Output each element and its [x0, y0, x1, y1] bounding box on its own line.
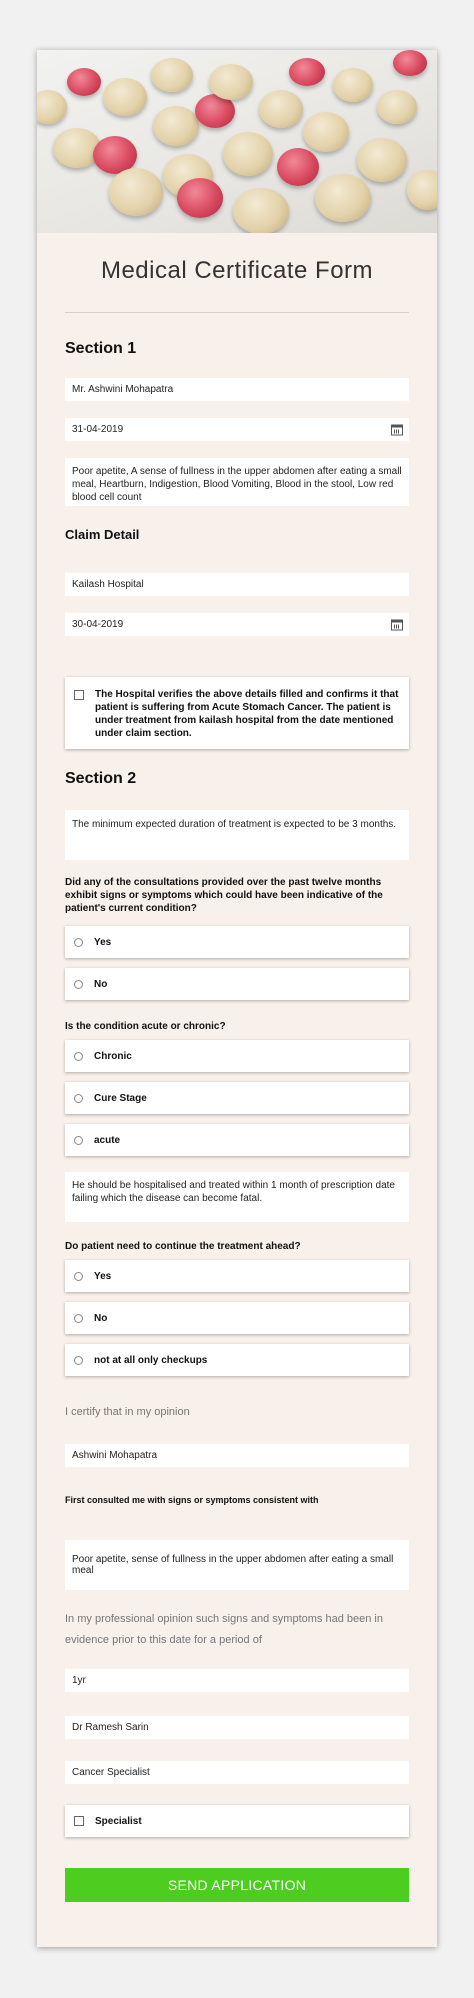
option-label: No: [94, 1312, 108, 1324]
radio-button[interactable]: [74, 1094, 83, 1103]
opinion-label: In my professional opinion such signs and symptoms had been in evidence prior to this date for a period of: [65, 1613, 383, 1646]
pill-decoration: [209, 64, 253, 100]
pill-decoration: [333, 68, 373, 102]
pill-decoration: [303, 112, 349, 152]
condition-option-cure-stage[interactable]: [65, 1082, 409, 1114]
consultation-option-yes[interactable]: [65, 926, 409, 958]
send-application-button[interactable]: SEND APPLICATION: [65, 1868, 409, 1902]
hero-image-pills: [37, 50, 437, 233]
pill-decoration: [289, 58, 325, 86]
option-label: not at all only checkups: [94, 1354, 208, 1366]
checkbox-box[interactable]: [74, 690, 84, 700]
radio-button[interactable]: [74, 938, 83, 947]
pill-decoration: [393, 50, 427, 76]
option-label: Yes: [94, 936, 112, 948]
pill-decoration: [37, 90, 67, 124]
date-value: 31-04-2019: [72, 424, 124, 435]
pill-decoration: [315, 174, 371, 222]
doctor-name-field[interactable]: Dr Ramesh Sarin: [65, 1716, 409, 1739]
condition-option-acute[interactable]: [65, 1124, 409, 1156]
radio-button[interactable]: [74, 1136, 83, 1145]
calendar-icon[interactable]: [391, 424, 403, 435]
pill-decoration: [357, 138, 407, 182]
consulted-symptoms-textarea[interactable]: Poor apetite, sense of fullness in the upper abdomen after eating a small meal: [65, 1540, 409, 1590]
checkbox-box[interactable]: [74, 1816, 84, 1826]
radio-button[interactable]: [74, 1052, 83, 1061]
condition-option-chronic[interactable]: [65, 1040, 409, 1072]
form-card: [37, 50, 437, 1947]
pill-decoration: [109, 168, 163, 216]
hospitalisation-textarea[interactable]: He should be hospitalised and treated within 1 month of prescription date failing which the disease can become fatal.: [65, 1172, 409, 1222]
symptoms-textarea[interactable]: Poor apetite, A sense of fullness in the upper abdomen after eating a small meal, Heartburn, Indigestion, Blood Vomiting, Blood in the stool, Low red blood cell count: [65, 458, 409, 506]
claim-detail-heading: Claim Detail: [65, 527, 140, 542]
checkbox-label: Specialist: [95, 1815, 142, 1827]
page-title: Medical Certificate Form: [100, 257, 374, 284]
option-label: Chronic: [94, 1050, 132, 1062]
doctor-title-field[interactable]: Cancer Specialist: [65, 1761, 409, 1784]
radio-button[interactable]: [74, 980, 83, 989]
continue-option-yes[interactable]: [65, 1260, 409, 1292]
period-field[interactable]: 1yr: [65, 1669, 409, 1692]
declaration-label: The Hospital verifies the above details filled and confirms it that patient is suffering from Acute Stomach Cancer. The patient is under treatment from kailash hospital from the date mentioned under claim section.: [95, 689, 399, 739]
pill-decoration: [153, 106, 199, 146]
option-label: No: [94, 978, 108, 990]
pill-decoration: [233, 188, 289, 233]
date-field[interactable]: [65, 418, 409, 441]
calendar-icon[interactable]: [391, 619, 403, 630]
patient-name-field[interactable]: Mr. Ashwini Mohapatra: [65, 378, 409, 401]
continue-option-no[interactable]: [65, 1302, 409, 1334]
certify-label: I certify that in my opinion: [65, 1406, 190, 1418]
pill-decoration: [177, 178, 223, 218]
pill-decoration: [103, 78, 147, 116]
certify-name-field[interactable]: Ashwini Mohapatra: [65, 1444, 409, 1467]
continue-treatment-question: Do patient need to continue the treatment ahead?: [65, 1241, 301, 1252]
radio-button[interactable]: [74, 1314, 83, 1323]
pill-decoration: [277, 148, 319, 186]
section-1-heading: Section 1: [65, 340, 137, 357]
consultation-option-no[interactable]: [65, 968, 409, 1000]
date-value: 30-04-2019: [72, 619, 124, 630]
pill-decoration: [377, 90, 417, 124]
pill-decoration: [259, 90, 303, 128]
continue-option-checkups[interactable]: [65, 1344, 409, 1376]
pill-decoration: [67, 68, 101, 96]
pill-decoration: [223, 132, 273, 176]
hospital-name-field[interactable]: Kailash Hospital: [65, 573, 409, 596]
radio-button[interactable]: [74, 1272, 83, 1281]
claim-date-field[interactable]: [65, 613, 409, 636]
specialist-checkbox[interactable]: [65, 1805, 409, 1837]
option-label: Yes: [94, 1270, 112, 1282]
title-divider: [65, 312, 409, 313]
condition-question: Is the condition acute or chronic?: [65, 1021, 226, 1032]
consultation-question: Did any of the consultations provided over the past twelve months exhibit signs or symptoms which could have been indicative of the patient's current condition?: [65, 877, 383, 914]
pill-decoration: [151, 58, 193, 92]
section-2-heading: Section 2: [65, 770, 137, 787]
pill-decoration: [407, 170, 437, 210]
hospital-declaration-checkbox[interactable]: [65, 677, 409, 749]
radio-button[interactable]: [74, 1356, 83, 1365]
option-label: acute: [94, 1134, 121, 1146]
treatment-duration-textarea[interactable]: The minimum expected duration of treatment is expected to be 3 months.: [65, 810, 409, 860]
consulted-label: First consulted me with signs or symptoms consistent with: [65, 1495, 319, 1505]
option-label: Cure Stage: [94, 1092, 147, 1104]
